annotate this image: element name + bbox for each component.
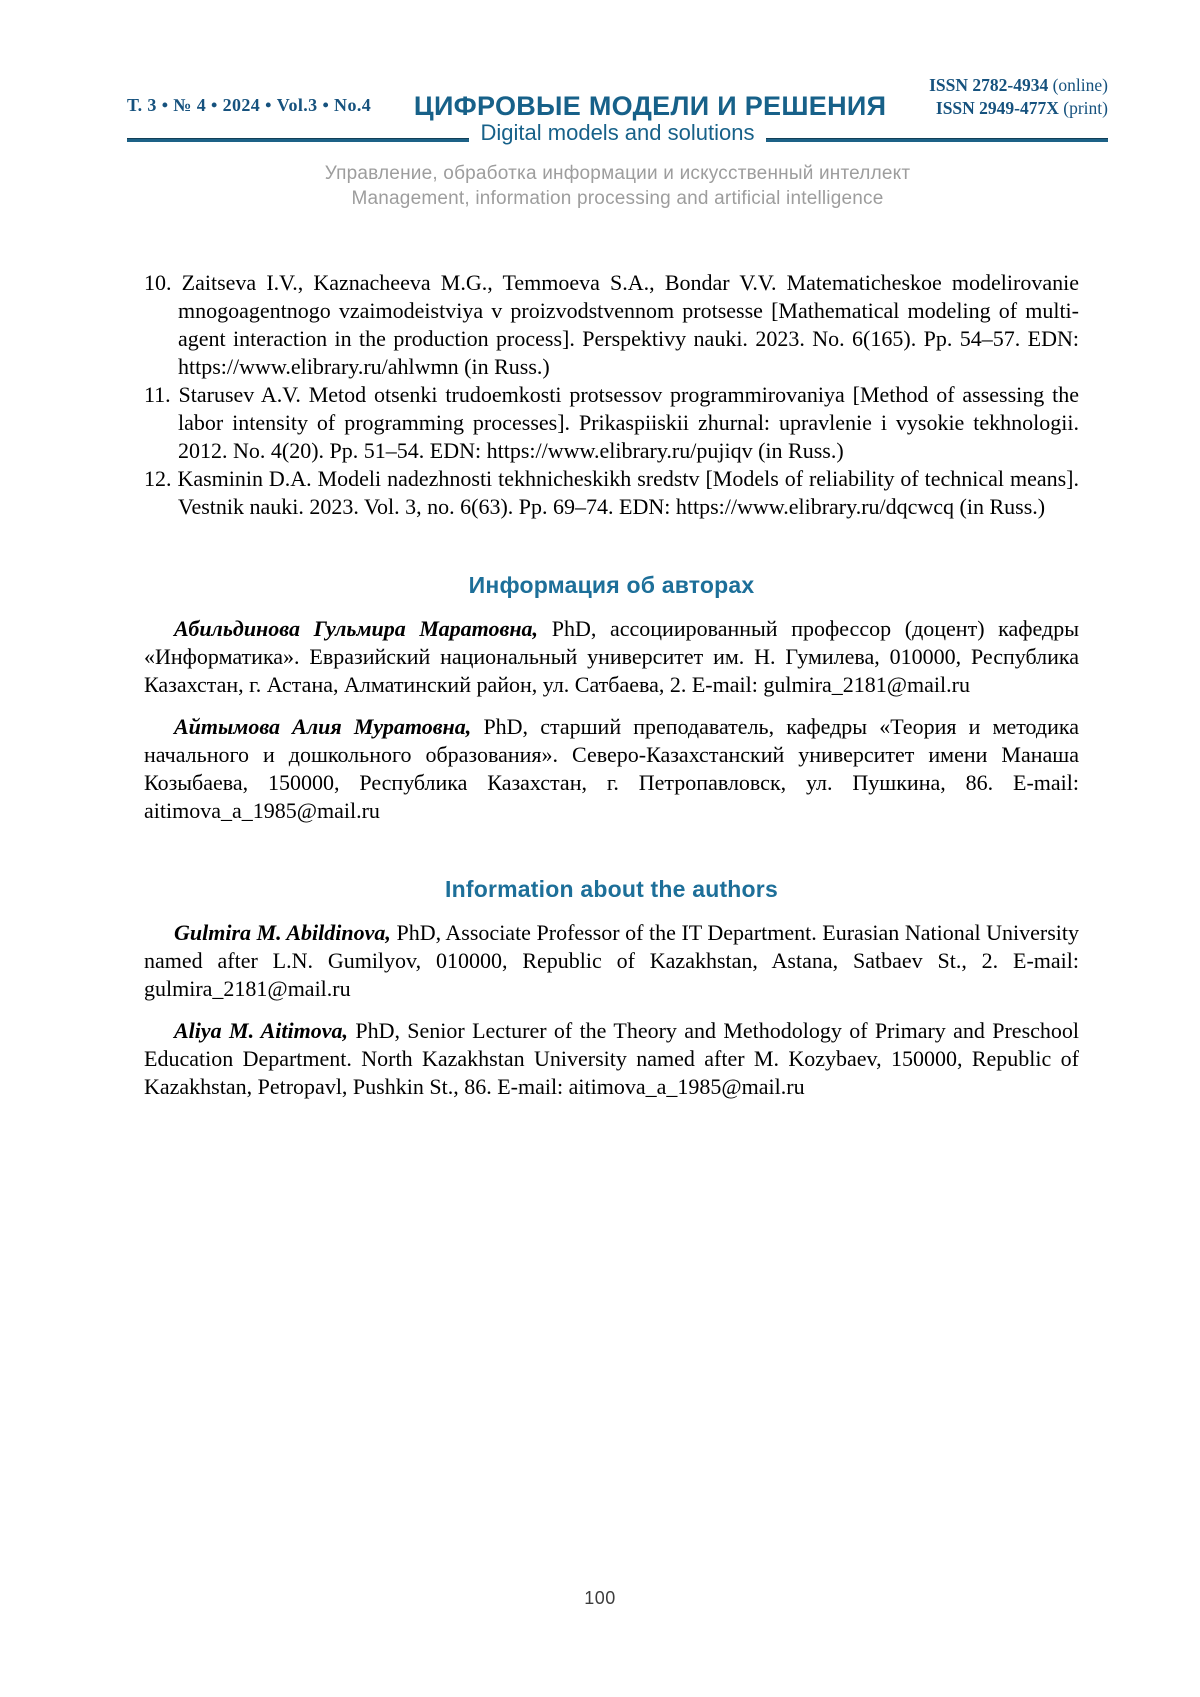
issn-online-label: (online) xyxy=(1052,75,1108,95)
journal-title-en: Digital models and solutions xyxy=(480,120,755,145)
references-list xyxy=(144,269,1079,521)
header-rule-right xyxy=(766,138,1108,142)
reference-text: Zaitseva I.V., Kaznacheeva M.G., Temmoeva S.A., Bondar V.V. Matematicheskoe modelirovanie mnogoagentnogo vzaimodeistviya v proizvodstvennom protsesse [Mathematical modeling of multi-agent interaction in the production process]. Perspektivy nauki. 2023. No. 6(165). Pp. 54–57. EDN: https://www.elibrary.ru/ahlwmn (in Russ.) xyxy=(178,270,1079,379)
issn-print-code: ISSN 2949-477X xyxy=(935,98,1059,118)
section-subtitle-en: Management, information processing and artificial intelligence xyxy=(351,188,884,209)
authors-ru-heading: Информация об авторах xyxy=(468,572,755,598)
reference-text: Kasminin D.A. Modeli nadezhnosti tekhnicheskikh sredstv [Models of reliability of technical means]. Vestnik nauki. 2023. Vol. 3, no. 6(63). Pp. 69–74. EDN: https://www.elibrary.ru/dqcwcq (in Russ.) xyxy=(177,466,1080,519)
author-entry xyxy=(144,713,1079,825)
reference-item xyxy=(144,381,1079,465)
reference-item xyxy=(144,269,1079,381)
reference-text: Starusev A.V. Metod otsenki trudoemkosti protsessov programmirovaniya [Method of assessing the labor intensity of programming processes]. Prikaspiiskii zhurnal: upravlenie i vysokie tekhnologii. 2012. No. 4(20). Pp. 51–54. EDN: https://www.elibrary.ru/pujiqv (in Russ.) xyxy=(178,382,1080,463)
authors-en-heading: Information about the authors xyxy=(445,876,778,902)
issn-online-code: ISSN 2782-4934 xyxy=(929,75,1049,95)
page-body xyxy=(144,269,1079,1101)
authors-ru-section xyxy=(144,615,1079,825)
issn-block xyxy=(929,74,1108,122)
author-name: Gulmira M. Abildinova, xyxy=(174,920,391,945)
section-subtitle-ru: Управление, обработка информации и искусственный интеллект xyxy=(324,163,911,184)
reference-number: 10. xyxy=(144,270,172,295)
issn-print xyxy=(929,97,1108,120)
header-rule xyxy=(127,120,1108,146)
author-details: PhD, ассоциированный профессор (доцент) кафедры «Информатика». Евразийский национальный университет им. Н. Гумилева, 010000, Республика Казахстан, г. Астана, Алматинский район, ул. Сатбаева, 2. E-mail: gulmira_2181@mail.ru xyxy=(144,616,1079,697)
author-name: Абильдинова Гульмира Маратовна, xyxy=(174,616,539,641)
author-details: PhD, Senior Lecturer of the Theory and Methodology of Primary and Preschool Education Department. North Kazakhstan University named after M. Kozybaev, 150000, Republic of Kazakhstan, Petropavl, Pushkin St., 86. E-mail: aitimova_a_1985@mail.ru xyxy=(144,1018,1080,1099)
journal-header xyxy=(127,74,1108,211)
author-name: Айтымова Алия Муратовна, xyxy=(174,714,472,739)
issn-print-label: (print) xyxy=(1063,98,1108,118)
header-rule-left xyxy=(127,138,469,142)
author-details: PhD, старший преподаватель, кафедры «Теория и методика начального и дошкольного образования». Северо-Казахстанский университет имени Манаша Козыбаева, 150000, Республика Казахстан, г. Петропавловск, ул. Пушкина, 86. E-mail: aitimova_a_1985@mail.ru xyxy=(144,714,1079,823)
author-name: Aliya M. Aitimova, xyxy=(174,1018,348,1043)
journal-title-ru: ЦИФРОВЫЕ МОДЕЛИ И РЕШЕНИЯ xyxy=(413,91,887,121)
reference-number: 11. xyxy=(144,382,171,407)
page-number: 100 xyxy=(584,1588,616,1608)
author-details: PhD, Associate Professor of the IT Department. Eurasian National University named after L.N. Gumilyov, 010000, Republic of Kazakhstan, Astana, Satbaev St., 2. E-mail: gulmira_2181@mail.ru xyxy=(144,920,1079,1001)
volume-info: Т. 3 • № 4 • 2024 • Vol.3 • No.4 xyxy=(127,95,372,115)
authors-en-section xyxy=(144,919,1079,1101)
author-entry xyxy=(144,919,1079,1003)
issn-online xyxy=(929,74,1108,97)
reference-number: 12. xyxy=(144,466,172,491)
section-subtitle xyxy=(127,161,1108,211)
author-entry xyxy=(144,615,1079,699)
reference-item xyxy=(144,465,1079,521)
author-entry xyxy=(144,1017,1079,1101)
